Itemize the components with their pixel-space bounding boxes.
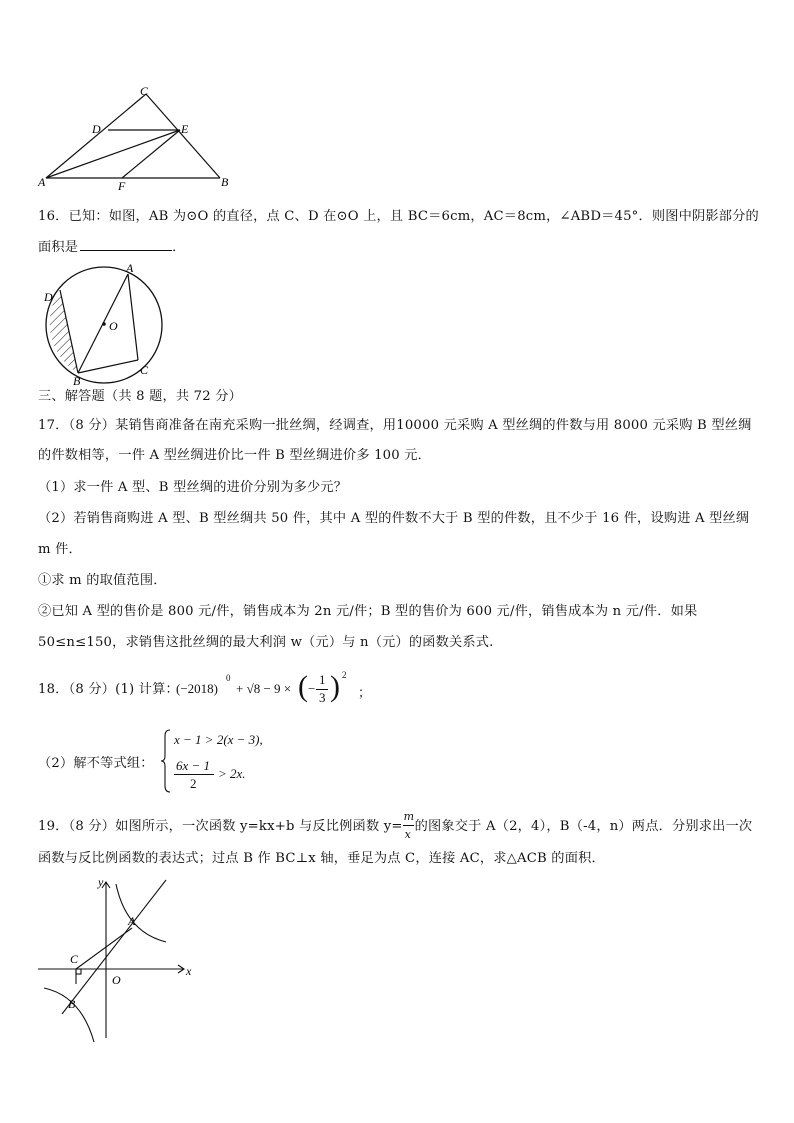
q17-line4: （2）若销售商购进 A 型、B 型丝绸共 50 件，其中 A 型的件数不大于 B 型的件数，且不少于 16 件，设购进 A 型丝绸 (38, 511, 750, 526)
q18-part1-label: 18．（8 分）(1) 计算： (38, 682, 179, 697)
expr-neg: − (308, 681, 316, 696)
label-B: B (221, 175, 229, 189)
inequality-1: x − 1 > 2(x − 3), (174, 732, 263, 747)
expr-a-exp: 0 (226, 673, 231, 683)
label-y: y (98, 875, 104, 889)
q17-line8: 50≤n≤150，求销售这批丝绸的最大利润 w（元）与 n（元）的函数关系式. (38, 635, 494, 650)
label-F: F (118, 179, 126, 193)
label-E: E (181, 122, 189, 136)
label-A: A (128, 914, 136, 928)
label-C: C (140, 363, 149, 377)
q17-line1: 17．（8 分）某销售商准备在南充采购一批丝绸，经调查，用10000 元采购 A 型丝绸的件数与用 8000 元采购 B 型丝绸 (38, 418, 752, 433)
q16-line2-end: ． (172, 240, 186, 255)
q17-line5: m 件． (38, 542, 82, 557)
label-C: C (140, 84, 149, 98)
label-x: x (186, 964, 192, 978)
label-O: O (109, 319, 118, 333)
q16-line2 (38, 238, 186, 257)
label-B: B (73, 374, 81, 388)
triangle-figure (36, 82, 236, 194)
q18-expression (176, 672, 376, 708)
expr-b: + √8 − 9 × (236, 681, 292, 696)
ineq2-rest: > 2x. (218, 766, 246, 781)
expr-end: ； (358, 685, 372, 700)
label-D: D (92, 122, 101, 136)
function-graph (36, 874, 196, 1044)
paren-left: ( (298, 670, 308, 703)
q19-line2: 函数与反比例函数的表达式；过点 B 作 BC⊥x 轴，垂足为点 C，连接 AC，求△ACB 的面积． (38, 851, 605, 866)
q17-line7: ②已知 A 型的售价是 800 元/件，销售成本为 2n 元/件；B 型的售价为 600 元/件，销售成本为 n 元/件．如果 (38, 604, 698, 619)
label-A: A (38, 175, 46, 189)
label-C: C (70, 952, 79, 966)
inequality-system (160, 728, 320, 796)
ineq2-numerator: 6x − 1 (176, 758, 211, 773)
paren-right: ) (330, 670, 340, 703)
answer-blank (80, 238, 172, 251)
frac-num: 1 (319, 672, 326, 687)
label-A: A (126, 261, 134, 275)
label-D: D (44, 290, 53, 304)
q16-line2-text: 面积是 (38, 240, 79, 255)
expr-exp2: 2 (342, 670, 347, 680)
q19-line1-a: 19．（8 分）如图所示，一次函数 y=kx+b 与反比例函数 y= (38, 819, 403, 834)
q18-part2-label: （2）解不等式组： (38, 756, 154, 771)
q16-line1: 16．已知：如图，AB 为⊙O 的直径，点 C、D 在⊙O 上，且 BC＝6cm，AC＝8cm，∠ABD＝45°．则图中阴影部分的 (38, 209, 759, 224)
expr-a: (−2018) (176, 681, 218, 696)
frac-den: 3 (319, 690, 326, 705)
label-O: O (112, 973, 121, 987)
section-title: 三、解答题（共 8 题，共 72 分） (38, 389, 242, 404)
frac-m: m (403, 810, 415, 823)
q17-line3: （1）求一件 A 型、B 型丝绸的进价分别为多少元？ (38, 480, 348, 495)
q17-line6: ①求 m 的取值范围． (38, 573, 167, 588)
frac-x: x (404, 828, 412, 841)
q17-line2: 的件数相等，一件 A 型丝绸进价比一件 B 型丝绸进价多 100 元． (38, 448, 432, 463)
label-B: B (68, 997, 76, 1011)
circle-figure (38, 260, 168, 390)
q19-line1-b: 的图象交于 A（2，4），B（-4，n）两点．分别求出一次 (414, 819, 753, 834)
ineq2-bar (174, 774, 214, 775)
brace-icon (160, 728, 172, 794)
ineq2-denominator: 2 (190, 776, 197, 791)
fraction-m-over-x (403, 810, 415, 841)
q19-line1 (38, 810, 753, 841)
